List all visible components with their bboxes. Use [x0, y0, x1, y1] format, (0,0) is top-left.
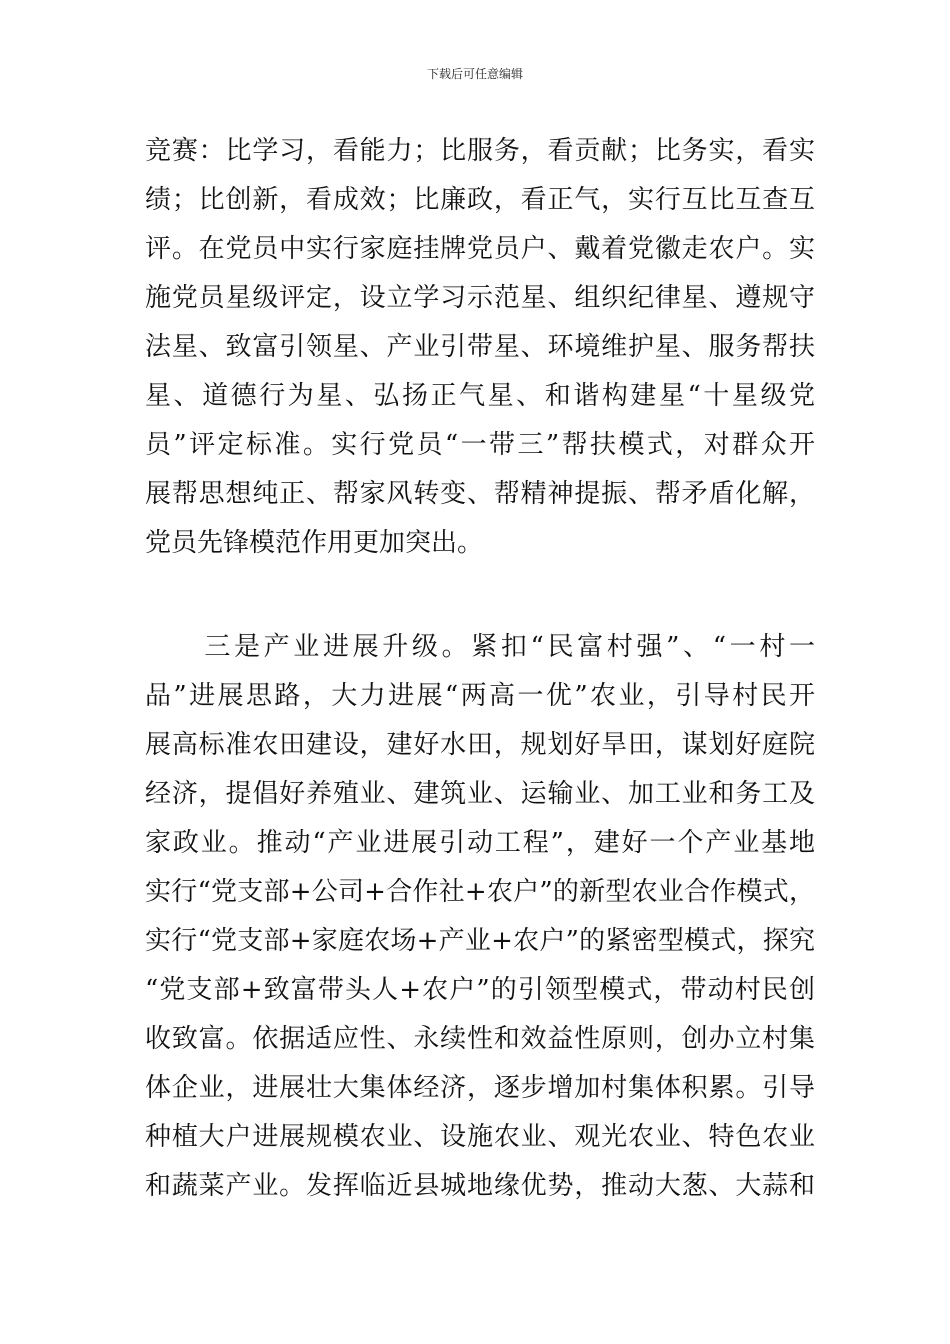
text-line: 收致富。依据适应性、永续性和效益性原则，创办立村集	[145, 1024, 815, 1054]
text-line: 实行“党支部+公司+合作社+农户”的新型农业合作模式，	[145, 877, 815, 907]
text-line: 体企业，进展壮大集体经济，逐步增加村集体积累。引导	[145, 1073, 815, 1103]
text-line: 竞赛：比学习，看能力；比服务，看贡献；比务实，看实	[145, 136, 815, 166]
paragraph-1	[145, 127, 815, 568]
page-header: 下载后可任意编辑	[426, 67, 523, 81]
text-line: 实行“党支部+家庭农场+产业+农户”的紧密型模式，探究	[145, 926, 815, 956]
text-line: 展高标准农田建设，建好水田，规划好旱田，谋划好庭院	[145, 730, 815, 760]
text-line: 家政业。推动“产业进展引动工程”，建好一个产业基地	[145, 828, 815, 858]
text-line: 员”评定标准。实行党员“一带三”帮扶模式，对群众开	[145, 430, 815, 460]
text-line: 法星、致富引领星、产业引带星、环境维护星、服务帮扶	[145, 332, 815, 362]
text-line: 种植大户进展规模农业、设施农业、观光农业、特色农业	[145, 1122, 815, 1152]
text-line: “党支部+致富带头人+农户”的引领型模式，带动村民创	[145, 975, 815, 1005]
text-line: 绩；比创新，看成效；比廉政，看正气，实行互比互查互	[145, 185, 815, 215]
text-line: 品”进展思路，大力进展“两高一优”农业，引导村民开	[145, 681, 815, 711]
text-line: 星、道德行为星、弘扬正气星、和谐构建星“十星级党	[145, 381, 815, 411]
text-line: 党员先锋模范作用更加突出。	[145, 528, 484, 558]
text-line: 施党员星级评定，设立学习示范星、组织纪律星、遵规守	[145, 283, 815, 313]
text-line: 经济，提倡好养殖业、建筑业、运输业、加工业和务工及	[145, 779, 815, 809]
text-line: 评。在党员中实行家庭挂牌党员户、戴着党徽走农户。实	[145, 234, 815, 264]
paragraph-2	[145, 623, 815, 1211]
text-line: 展帮思想纯正、帮家风转变、帮精神提振、帮矛盾化解，	[145, 479, 815, 509]
text-line: 三是产业进展升级。紧扣“民富村强”、“一村一	[145, 632, 815, 662]
text-line: 和蔬菜产业。发挥临近县城地缘优势，推动大葱、大蒜和	[145, 1171, 815, 1201]
